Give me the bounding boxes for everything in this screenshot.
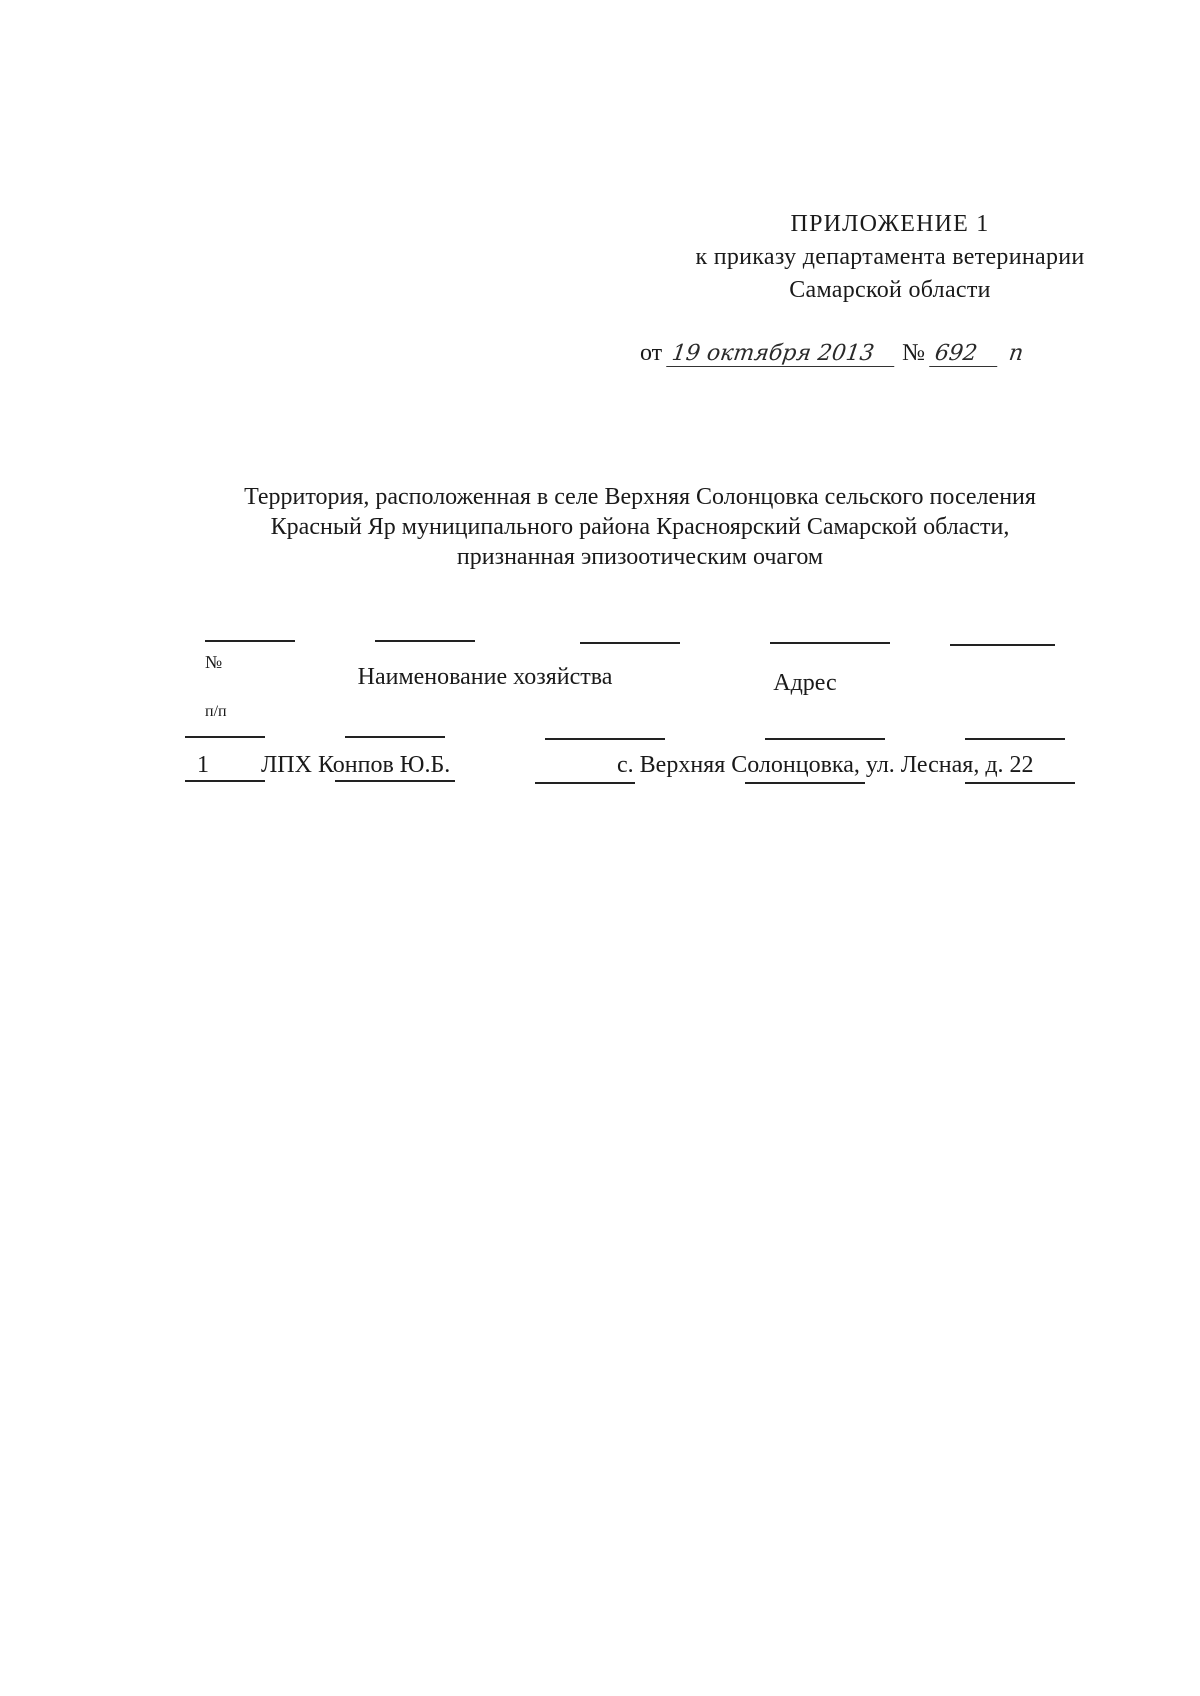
table-header-border	[185, 736, 265, 738]
handwritten-number: 692	[929, 341, 1001, 367]
table-top-border	[375, 640, 475, 642]
table-top-border	[580, 642, 680, 644]
table-row-number: 1	[197, 752, 209, 778]
order-date-number-line	[640, 340, 1140, 367]
column-header-name: Наименование хозяйства	[357, 664, 613, 690]
table-header-border	[965, 738, 1065, 740]
heading-line-2: Красный Яр муниципального района Красноярский Самарской области,	[270, 514, 1010, 540]
handwritten-date: 19 октября 2013	[666, 341, 898, 367]
table-row-address: с. Верхняя Солонцовка, ул. Лесная, д. 22	[617, 752, 1034, 778]
table-row-border	[535, 782, 635, 784]
column-header-address: Адрес	[773, 670, 837, 696]
table-header-border	[765, 738, 885, 740]
table-row-border	[335, 780, 455, 782]
table-header-border	[545, 738, 665, 740]
order-number-label: №	[902, 340, 926, 366]
appendix-line-2: Самарской области	[789, 277, 991, 303]
table-top-border	[770, 642, 890, 644]
table-top-border	[205, 640, 295, 642]
column-header-number	[205, 650, 265, 724]
heading-line-1: Территория, расположенная в селе Верхняя Солонцовка сельского поселения	[244, 484, 1036, 510]
table-row-border	[965, 782, 1075, 784]
handwritten-suffix: п	[1007, 341, 1026, 366]
table-row-name: ЛПХ Конпов Ю.Б.	[261, 752, 451, 778]
table-header-border	[345, 736, 445, 738]
heading-line-3: признанная эпизоотическим очагом	[456, 544, 824, 570]
appendix-line-1: к приказу департамента ветеринарии	[695, 244, 1085, 270]
appendix-title: ПРИЛОЖЕНИЕ 1	[790, 211, 990, 237]
table-row-border	[185, 780, 265, 782]
appendix-block	[650, 208, 1130, 307]
document-heading	[170, 482, 1110, 572]
order-prefix: от	[640, 340, 663, 366]
table-top-border	[950, 644, 1055, 646]
column-header-number-line-1: №	[205, 652, 223, 672]
column-header-number-line-2: п/п	[205, 703, 227, 720]
table-row-border	[745, 782, 865, 784]
